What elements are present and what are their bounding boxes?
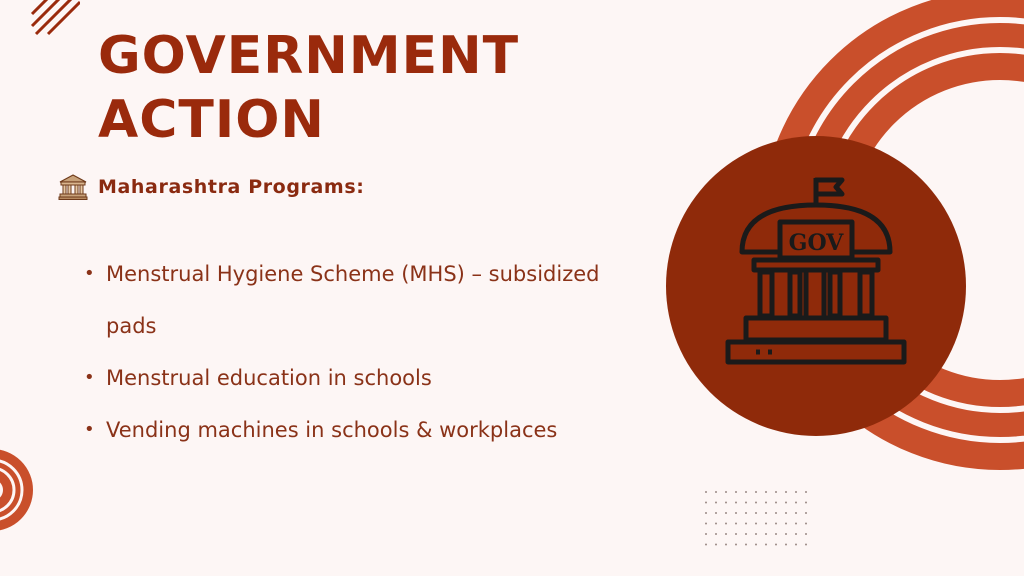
decorative-dot-grid [704, 490, 814, 550]
list-item: • Vending machines in schools & workplaces [84, 404, 624, 456]
sign-text: GOV [788, 230, 844, 256]
list-item: • Menstrual Hygiene Scheme (MHS) – subsidized pads [84, 248, 624, 352]
list-item: • Menstrual education in schools [84, 352, 624, 404]
title-line-1: GOVERNMENT [98, 26, 520, 86]
title-line-2: ACTION [98, 90, 325, 150]
section-heading-text: Maharashtra Programs: [98, 176, 365, 198]
